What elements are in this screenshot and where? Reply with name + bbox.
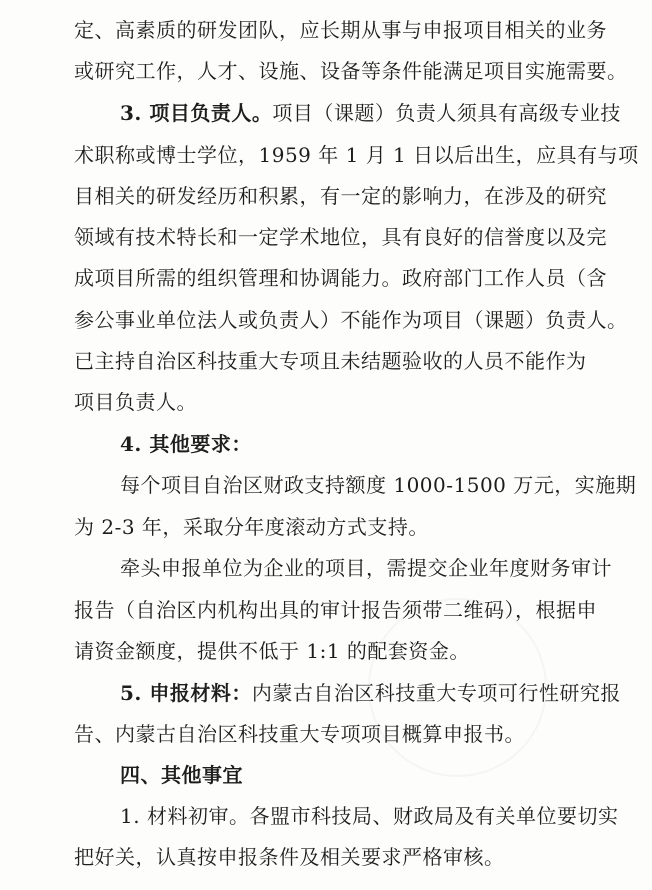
item-5-text: 内蒙古自治区科技重大专项可行性研究报 xyxy=(251,681,621,705)
text-line: 定、高素质的研发团队，应长期从事与申报项目相关的业务 xyxy=(74,18,607,42)
text-line: 已主持自治区科技重大专项且未结题验收的人员不能作为 xyxy=(74,349,587,373)
text-line: 参公事业单位法人或负责人）不能作为项目（课题）负责人。 xyxy=(74,308,628,332)
text-line: 把好关，认真按申报条件及相关要求严格审核。 xyxy=(74,845,505,869)
text-line: 请资金额度，提供不低于 1:1 的配套资金。 xyxy=(74,639,470,663)
text-line: 项目负责人。 xyxy=(74,390,197,414)
text-line: 成项目所需的组织管理和协调能力。政府部门工作人员（含 xyxy=(74,266,607,290)
text-line: 每个项目自治区财政支持额度 1000-1500 万元，实施期 xyxy=(120,473,637,497)
item-5-line xyxy=(120,675,652,711)
text-line: 或研究工作，人才、设施、设备等条件能满足项目实施需要。 xyxy=(74,59,628,83)
text-line: 报告（自治区内机构出具的审计报告须带二维码），根据申 xyxy=(74,598,597,622)
section-4-heading: 四、其他事宜 xyxy=(120,763,243,787)
item-5-title: 5. 申报材料： xyxy=(120,681,252,705)
text-line: 告、内蒙古自治区科技重大专项项目概算申报书。 xyxy=(74,722,525,746)
item-3-line xyxy=(120,95,652,131)
text-line: 为 2-3 年，采取分年度滚动方式支持。 xyxy=(74,515,429,539)
text-line: 术职称或博士学位，1959 年 1 月 1 日以后出生，应具有与项 xyxy=(74,143,639,167)
text-line: 1. 材料初审。各盟市科技局、财政局及有关单位要切实 xyxy=(120,804,619,828)
text-line: 目相关的研发经历和积累，有一定的影响力，在涉及的研究 xyxy=(74,184,607,208)
item-3-title: 3. 项目负责人。 xyxy=(120,101,273,125)
text-line: 牵头申报单位为企业的项目，需提交企业年度财务审计 xyxy=(120,556,612,580)
item-4-title: 4. 其他要求： xyxy=(120,432,252,456)
text-line: 领域有技术特长和一定学术地位，具有良好的信誉度以及完 xyxy=(74,225,607,249)
item-3-text: 项目（课题）负责人须具有高级专业技 xyxy=(272,101,621,125)
